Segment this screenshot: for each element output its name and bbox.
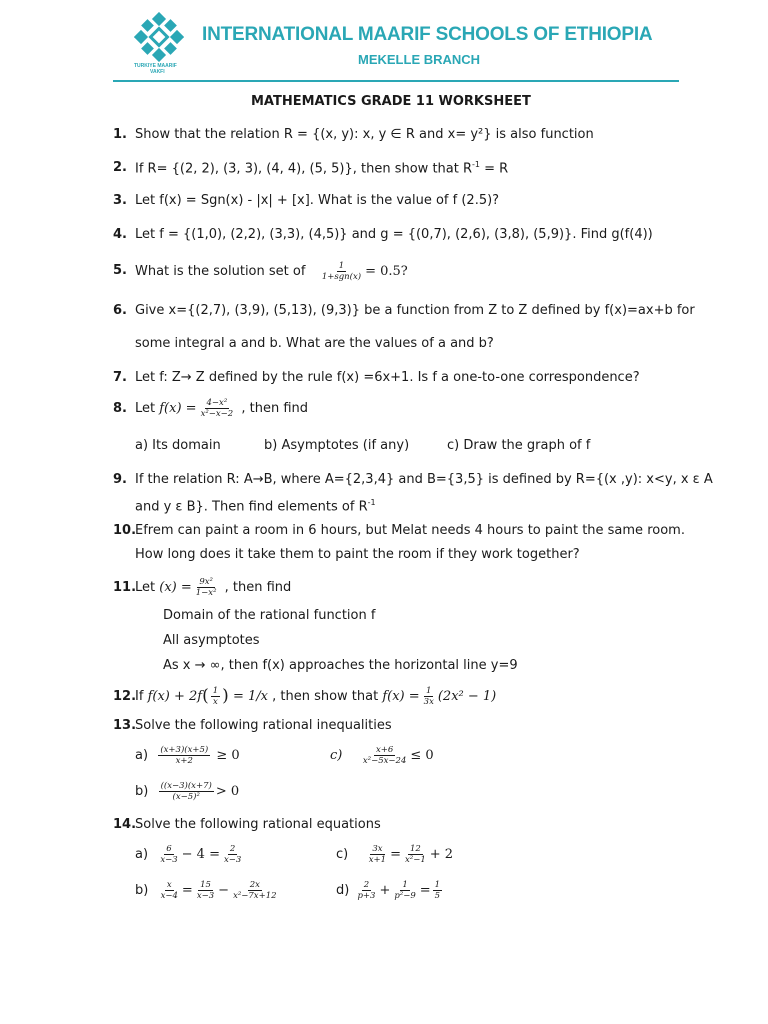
question-text: If the relation R: A→B, where A={2,3,4} and B={3,5} is defined by R={(x ,y): x<y, x ε A bbox=[135, 472, 713, 487]
question-number: 3. bbox=[113, 193, 127, 208]
fraction: $\frac{2}{x-3}$ bbox=[223, 843, 242, 865]
equation-d: d) $\frac{2}{p+3}$ + $\frac{1}{\text{p²−9}}$ = $\frac{1}{5}$ bbox=[336, 879, 441, 901]
question-text: How long does it take them to paint the room if they work together? bbox=[135, 547, 580, 562]
fraction: $\frac{1}{5}$ bbox=[434, 879, 441, 901]
question-text: If R= {(2, 2), (3, 3), (4, 4), (5, 5)}, then show that $R^{-1} = R$ bbox=[135, 160, 509, 177]
question-text: Let f = {(1,0), (2,2), (3,3), (4,5)} and g = {(0,7), (2,6), (3,8), (5,9)}. Find g(f(4)) bbox=[135, 227, 653, 242]
equation-a: a) $\frac{6}{x-3}$ − 4 = $\frac{2}{x-3}$ bbox=[135, 843, 242, 865]
question-number: 11. bbox=[113, 580, 137, 595]
logo-caption: TURKIYE MAARIF bbox=[134, 63, 177, 69]
question-text: Let f: Z→ Z defined by the rule f(x) =6x+1. Is f a one-to-one correspondence? bbox=[135, 370, 640, 385]
worksheet-title: MATHEMATICS GRADE 11 WORKSHEET bbox=[251, 94, 531, 109]
fraction: $\frac{1}{\text{p²−9}}$ bbox=[394, 879, 416, 901]
question-number: 4. bbox=[113, 227, 127, 242]
fraction: $\frac{2}{p+3}$ bbox=[357, 879, 376, 901]
question-number: 14. bbox=[113, 817, 137, 832]
fraction: $\frac{15}{x-3}$ bbox=[196, 879, 215, 901]
fraction: $\frac{x+6}{\text{x²−5x−24}}$ bbox=[362, 744, 407, 766]
question-number: 5. bbox=[113, 263, 127, 278]
question-number: 12. bbox=[113, 689, 137, 704]
question-text: If f(x) + 2f ( $\frac{1}{x}$ ) = 1/x , then show that f(x) = $\frac{1}{3x}$ (2x² − 1) bbox=[135, 685, 497, 707]
fraction: $\frac{6}{x-3}$ bbox=[160, 843, 178, 865]
question-number: 8. bbox=[113, 401, 127, 416]
question-number: 2. bbox=[113, 160, 127, 175]
logo-caption: VAKFI bbox=[150, 69, 165, 75]
fraction: $\frac{(x+3)(x+5)}{x+2}$ bbox=[160, 744, 209, 766]
inequality-a: a) $\frac{(x+3)(x+5)}{x+2}$ ≥ 0 bbox=[135, 744, 240, 766]
question-number: 13. bbox=[113, 718, 137, 733]
equation-c: c) $\frac{3x}{x+1}$ = $\frac{12}{\text{x²−1}}$ + 2 bbox=[336, 843, 454, 865]
fraction: $\frac{x}{x-4}$ bbox=[160, 879, 178, 901]
fraction: $\frac{3x}{x+1}$ bbox=[368, 843, 387, 865]
fraction: $\frac{12}{\text{x²−1}}$ bbox=[405, 843, 426, 865]
inequality-b: b) $\frac{((x-3)(x+7)}{\text{(x−5)²}}$ > 0 bbox=[135, 780, 240, 802]
fraction: $\frac{2x}{\text{x²−7x+12}}$ bbox=[233, 879, 277, 901]
question-number: 1. bbox=[113, 127, 127, 142]
equation-b: b) $\frac{x}{x-4}$ = $\frac{15}{x-3}$ − $\frac{2x}{\text{x²−7x+12}}$ bbox=[135, 879, 277, 901]
subquestion: Domain of the rational function f bbox=[163, 608, 376, 623]
branch-name: MEKELLE BRANCH bbox=[358, 52, 481, 67]
fraction: $\frac{1}{3x}$ bbox=[423, 685, 434, 707]
question-number: 6. bbox=[113, 303, 127, 318]
subquestion: All asymptotes bbox=[163, 633, 260, 648]
fraction: $\frac{((x-3)(x+7)}{\text{(x−5)²}}$ bbox=[160, 780, 212, 802]
question-text: Efrem can paint a room in 6 hours, but Melat needs 4 hours to paint the same room. bbox=[135, 523, 685, 538]
question-text: What is the solution set of $\frac{1}{\text{1+sgn(x)}}$ = 0.5? bbox=[135, 260, 408, 282]
question-number: 9. bbox=[113, 472, 127, 487]
fraction: $\frac{\text{4−x²}}{\text{x²−x−2}}$ bbox=[200, 397, 234, 419]
question-number: 7. bbox=[113, 370, 127, 385]
page-header bbox=[0, 0, 768, 90]
question-text: Show that the relation R = {(x, y): x, y ∈ R and x= y²} is also function bbox=[135, 127, 594, 142]
fraction: $\frac{1}{\text{1+sgn(x)}}$ bbox=[321, 260, 362, 282]
inequality-c: c) $\frac{x+6}{\text{x²−5x−24}}$ ≤ 0 bbox=[330, 744, 434, 766]
subquestion: As x → ∞, then f(x) approaches the horizontal line y=9 bbox=[163, 658, 518, 673]
header-divider bbox=[113, 80, 679, 82]
school-name: INTERNATIONAL MAARIF SCHOOLS OF ETHIOPIA bbox=[202, 24, 653, 45]
question-text: Let f(x) = Sgn(x) - |x| + [x]. What is the value of f (2.5)? bbox=[135, 193, 500, 208]
question-number: 10. bbox=[113, 523, 137, 538]
subquestion: a) Its domain bbox=[135, 438, 221, 453]
maarif-logo-icon bbox=[134, 12, 184, 62]
subquestion: b) Asymptotes (if any) bbox=[264, 438, 410, 453]
question-text: Solve the following rational equations bbox=[135, 817, 381, 832]
question-text: and y ε B}. Then find elements of $R^{-1}$ bbox=[135, 498, 376, 515]
question-text: Let (x) = $\frac{\text{9x²}}{\text{1−x²}}$ , then find bbox=[135, 576, 292, 598]
fraction: $\frac{1}{x}$ bbox=[212, 685, 219, 707]
question-text: some integral a and b. What are the values of a and b? bbox=[135, 336, 494, 351]
question-text: Give x={(2,7), (3,9), (5,13), (9,3)} be a function from Z to Z defined by f(x)=ax+b for bbox=[135, 303, 695, 318]
question-text: Let f(x) = $\frac{\text{4−x²}}{\text{x²−x−2}}$ , then find bbox=[135, 397, 309, 419]
subquestion: c) Draw the graph of f bbox=[447, 438, 591, 453]
fraction: $\frac{\text{9x²}}{\text{1−x²}}$ bbox=[195, 576, 217, 598]
question-text: Solve the following rational inequalities bbox=[135, 718, 392, 733]
